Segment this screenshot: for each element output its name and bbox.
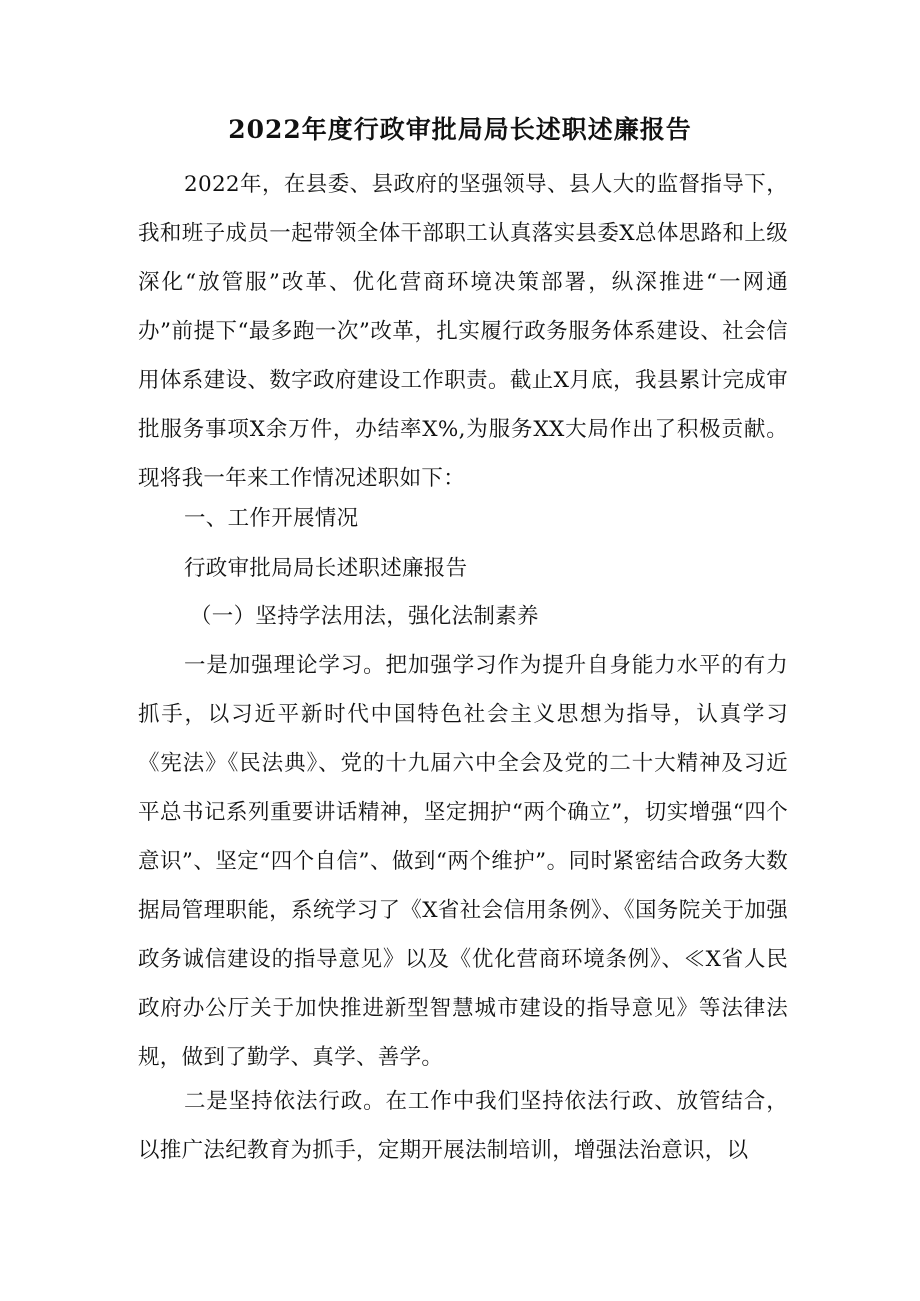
heading-study-law: （一）坚持学法用法，强化法制素养 (190, 604, 539, 629)
document-title: 2022年度行政审批局局长述职述廉报告 (228, 115, 692, 144)
heading-work-situation: 一、工作开展情况 (184, 506, 359, 531)
paragraph-intro: 2022年，在县委、县政府的坚强领导、县人大的监督指导下，我和班子成员一起带领全体干部职工认真落实县委X总体思路和上级深化“放管服”改革、优化营商环境决策部署，纵深推进“一网通办”前提下“最多跑一次”改革，扎实履行政务服务体系建设、社会信用体系建设、数字政府建设工作职责。截止X月底，我县累计完成审批服务事项X余万件，办结率X%,为服务XX大局作出了积极贡献。现将我一年来工作情况述职如下： (138, 172, 788, 491)
paragraph-law-administration: 二是坚持依法行政。在工作中我们坚持依法行政、放管结合，以推广法纪教育为抓手，定期开展法制培训，增强法治意识，以 (138, 1089, 788, 1163)
subtitle-report: 行政审批局局长述职述廉报告 (184, 556, 468, 581)
paragraph-theory-study: 一是加强理论学习。把加强学习作为提升自身能力水平的有力抓手，以习近平新时代中国特色社会主义思想为指导，认真学习《宪法》《民法典》、党的十九届六中全会及党的二十大精神及习近平总书记系列重要讲话精神，坚定拥护“两个确立”，切实增强“四个意识”、坚定“四个自信”、做到“两个维护”。同时紧密结合政务大数据局管理职能，系统学习了《X省社会信用条例》、《国务院关于加强政务诚信建设的指导意见》以及《优化营商环境条例》、≪X省人民政府办公厅关于加快推进新型智慧城市建设的指导意见》等法律法规，做到了勤学、真学、善学。 (138, 653, 788, 1070)
